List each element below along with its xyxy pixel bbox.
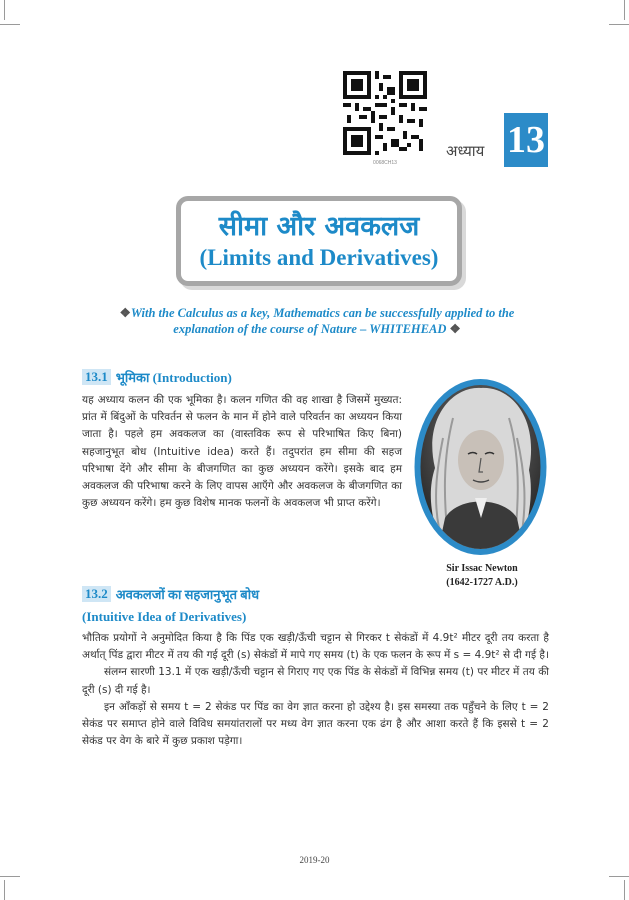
epigraph <box>82 305 552 337</box>
section-number: 13.1 <box>82 369 111 385</box>
qr-code <box>343 71 427 155</box>
portrait-name: Sir Issac Newton <box>446 563 518 574</box>
crop-mark <box>624 0 625 20</box>
chapter-title-hindi: सीमा और अवकलज <box>218 211 420 242</box>
section-title: भूमिका (Introduction) <box>115 370 232 385</box>
crop-mark <box>0 876 20 877</box>
paragraph-text: भौतिक प्रयोगों ने अनुमोदित किया है कि पिंड एक खड़ी/ऊँची चट्टान से गिरकर t सेकंडों में 4.9t² मीटर दूरी तय करता है अर्थात् पिंड द्वारा मीटर में तय की गई दूरी (s) सेकंडों में मापे गए समय (t) के एक फलन के रूप में s = 4.9t² से दी गई है। <box>82 632 549 662</box>
paragraph-text: यह अध्याय कलन की एक भूमिका है। कलन गणित की वह शाखा है जिसमें मुख्यत: प्रांत में बिंदुओं के परिवर्तन से फलन के मान में होने वाले परिवर्तन का अध्ययन किया जाता है। पहले हम अवकलज का (वास्तविक रूप से परिभाषित किए बिना) सहजानुभूत बोध (Intuitive idea) करते हैं। तदुपरांत हम सीमा की सहज परिभाषा देंगे और सीमा के बीजगणित का कुछ अध्ययन करेंगे। इसके बाद हम अवकलज की परिभाषा करने के लिए वापस आएँगे और अवकलज के बीजगणित का कुछ अध्ययन करेंगे। हम कुछ विशेष मानक फलनों के अवकलज भी प्राप्त करेंगे। <box>82 394 402 510</box>
paragraph-text: संलग्न सारणी 13.1 में एक खड़ी/ऊँची चट्टान से गिराए गए एक पिंड के सेकंडों में विभिन्न समय (t) पर मीटर में तय की दूरी (s) दी गई है। <box>82 666 549 696</box>
ornament-icon: ❖ <box>119 306 131 320</box>
section-title: अवकलजों का सहजानुभूत बोध <box>115 587 260 602</box>
ornament-icon: ❖ <box>449 322 461 336</box>
section-subtitle: (Intuitive Idea of Derivatives) <box>82 609 247 624</box>
crop-mark <box>0 24 20 25</box>
epigraph-line-1: With the Calculus as a key, Mathematics can be successfully applied to the <box>130 306 515 320</box>
chapter-title-english: (Limits and Derivatives) <box>199 245 439 270</box>
crop-mark <box>4 0 5 20</box>
crop-mark <box>609 24 629 25</box>
qr-caption: 0068CH13 <box>373 160 397 166</box>
chapter-title-frame <box>176 196 462 286</box>
chapter-number: 13 <box>504 113 548 167</box>
section-heading <box>82 585 259 603</box>
crop-mark <box>4 880 5 900</box>
crop-mark <box>624 880 625 900</box>
paragraph-text: इन आँकड़ों से समय t = 2 सेकंड पर पिंड का वेग ज्ञात करना हो उद्देश्य है। इस समस्या तक पहुँचने के लिए t = 2 सेकंड पर समाप्त होने वाले विविध समयांतरालों पर मध्य वेग ज्ञात करना एक ढंग है और आशा करते हैं कि इससे t = 2 सेकंड पर वेग के बारे में कुछ प्रकाश पड़ेगा। <box>82 700 549 748</box>
section-heading <box>82 368 232 386</box>
section-number: 13.2 <box>82 586 111 602</box>
epigraph-line-2: explanation of the course of Nature – WHITEHEAD <box>173 322 447 336</box>
derivative-paragraphs <box>82 630 549 750</box>
chapter-word: अध्याय <box>446 144 485 160</box>
portrait-years: (1642-1727 A.D.) <box>446 577 518 588</box>
page-footer-year: 2019-20 <box>299 855 330 865</box>
portrait-caption <box>408 562 556 590</box>
intro-paragraph <box>82 392 402 512</box>
newton-portrait <box>413 378 548 556</box>
crop-mark <box>609 876 629 877</box>
